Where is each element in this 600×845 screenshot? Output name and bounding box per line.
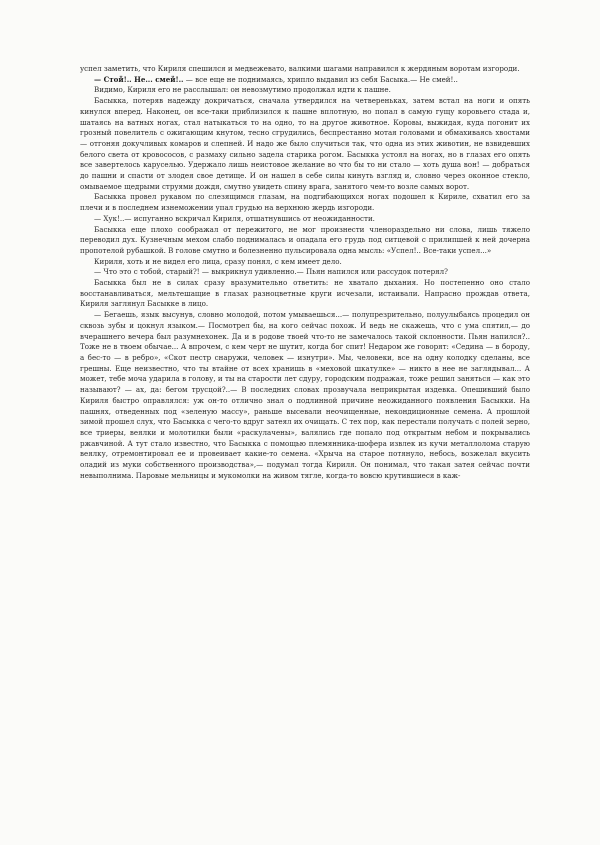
paragraph-text: Басыкка еще плохо соображал от пережитого, не мог произнести членораздельно ни слова, лишь тяжело переводил дух. Кузнечным мехом слабо поднималась и опадала его грудь под ситцевой с прилипшей к ней дочерна пропотелой рубашкой. В голове смутно и болезненно пульсировала одна мысль: «Успел!.. Все-таки успел...» bbox=[80, 224, 530, 255]
paragraph-text: Видимо, Кириля его не расслышал: он невозмутимо продолжал идти к пашне. bbox=[94, 85, 391, 95]
paragraph-5 bbox=[80, 192, 530, 213]
paragraph-11 bbox=[80, 310, 530, 481]
paragraph-text: — Что это с тобой, старый?! — выкрикнул удивленно.— Пьян напился или рассудок потерял? bbox=[94, 267, 448, 277]
paragraph-text: Басыкка был не в силах сразу вразумительно ответить: не хватало дыхания. Но постепенно оно стало восстанавливаться, мельтешащие в глазах разноцветные круги исчезали, истаивали. Напрасно прождав ответа, Кириля заглянул Басыкке в лицо. bbox=[80, 278, 530, 309]
paragraph-text: Басыкка, потеряв надежду докричаться, сначала утвердился на четвереньках, затем встал на ноги и опять кинулся вперед. Наконец, он все-таки приблизился к пашне вплотную, но попал в самую гущу коровьего стада и, шатаясь на ватных ногах, стал натыкаться то на одно, то на другое животное. Коровы, выжидая, куда погонит их грозный повелитель с ожигающим кнутом, тесно сгрудились, беспрестанно мотая головами и обмахиваясь хвостами — отгоняя докучливых комаров и слепней. И надо же было случиться так, что одна из этих животин, не взвидевших белого света от кровососов, с размаху сильно задела старика рогом. Басыкка устоял на ногах, но в глазах его опять все завертелось каруселью. Удержало лишь неистовое желание во что бы то ни стало — хоть душа вон! — добраться до пашни и спасти от злодея свое детище. И он нашел в себе силы кинуть взгляд и, словно через оконное стекло, омываемое щедрыми струями дождя, смутно увидеть спину врага, занятого чем-то возле самых ворот. bbox=[80, 96, 530, 191]
text-column bbox=[80, 64, 530, 481]
paragraph-2 bbox=[80, 75, 530, 86]
paragraph-10 bbox=[80, 278, 530, 310]
paragraph-3 bbox=[80, 85, 530, 96]
paragraph-text: Басыкка провел рукавом по слезящимся глазам, на подгибающихся ногах подошел к Кириле, схватил его за плечи и в последнем изнеможении упал грудью на верхнюю жердь изгороди. bbox=[80, 192, 530, 213]
paragraph-text: Кириля, хоть и не видел его лица, сразу понял, с кем имеет дело. bbox=[94, 256, 342, 266]
paragraph-4 bbox=[80, 96, 530, 192]
paragraph-1 bbox=[80, 64, 530, 75]
paragraph-7 bbox=[80, 225, 530, 257]
paragraph-8 bbox=[80, 257, 530, 268]
paragraph-text: — Бегаешь, язык высунув, словно молодой, потом умываешься...— полупрезрительно, полуулыбаясь процедил он сквозь зубы и цокнул языком.— Посмотрел бы, на кого сейчас похож. И ведь не скажешь, что с ума спятил,— до вчерашнего вечера был разумнехонек. Да и в родове твоей что-то не замечалось такой склонности. Пьян напился?.. Тоже не в твоем обычае... А впрочем, с кем черт не шутит, когда бог спит! Недаром же говорят: «Седина — в бороду, а бес-то — в ребро», «Скот пестр снаружи, человек — изнутри». Мы, человеки, все на одну колодку сделаны, все грешны. Еще неизвестно, что ты втайне от всех хранишь в «меховой шкатулке» — никто в нее не заглядывал... А может, тебе моча ударила в голову, и ты на старости лет сдуру, городским подражая, тоже решил заняться — как это называют? — ах, да: бегом трусцой?..— В последних словах прозвучала неприкрытая издевка. Опешивший было Кириля быстро оправлялся: уж он-то отлично знал о подлинной причине неожиданного появления Басыкки. На пашнях, отведенных под «зеленую массу», раньше высевали неочищенные, некондиционные семена. А прошлой зимой прошел слух, что Басыкка с чего-то вдруг затеял их очищать. С тех пор, как перестали получать с полей зерно, все триеры, веялки и молотилки были «раскулачены», валялись где попало под открытым небом и покрывались ржавчиной. А тут стало известно, что Басыкка с помощью племянника-шофера извлек из кучи металлолома старую веялку, отремонтировал ее и провеивает какие-то семена. «Хрыча на старое потянуло, небось, возжелал вкусить оладий из муки собственного производства»,— подумал тогда Кириля. Он понимал, что такая затея сейчас почти невыполнима. Паровые мельницы и мукомолки на живом тягле, когда-то вовсю крутившиеся в каж- bbox=[80, 310, 530, 480]
paragraph-bold-lead: — Стой!.. Не... смей!.. bbox=[94, 74, 184, 84]
paragraph-text: — Хук!..— испуганно вскричал Кириля, отшатнувшись от неожиданности. bbox=[94, 213, 375, 223]
paragraph-9 bbox=[80, 267, 530, 278]
paragraph-text: успел заметить, что Кириля спешился и медвежевато, валкими шагами направился к жердяным воротам изгороди. bbox=[80, 64, 520, 73]
paragraph-6 bbox=[80, 214, 530, 225]
paragraph-text: — все еще не поднимаясь, хрипло выдавил из себя Басыка.— Не смей!.. bbox=[185, 74, 458, 84]
